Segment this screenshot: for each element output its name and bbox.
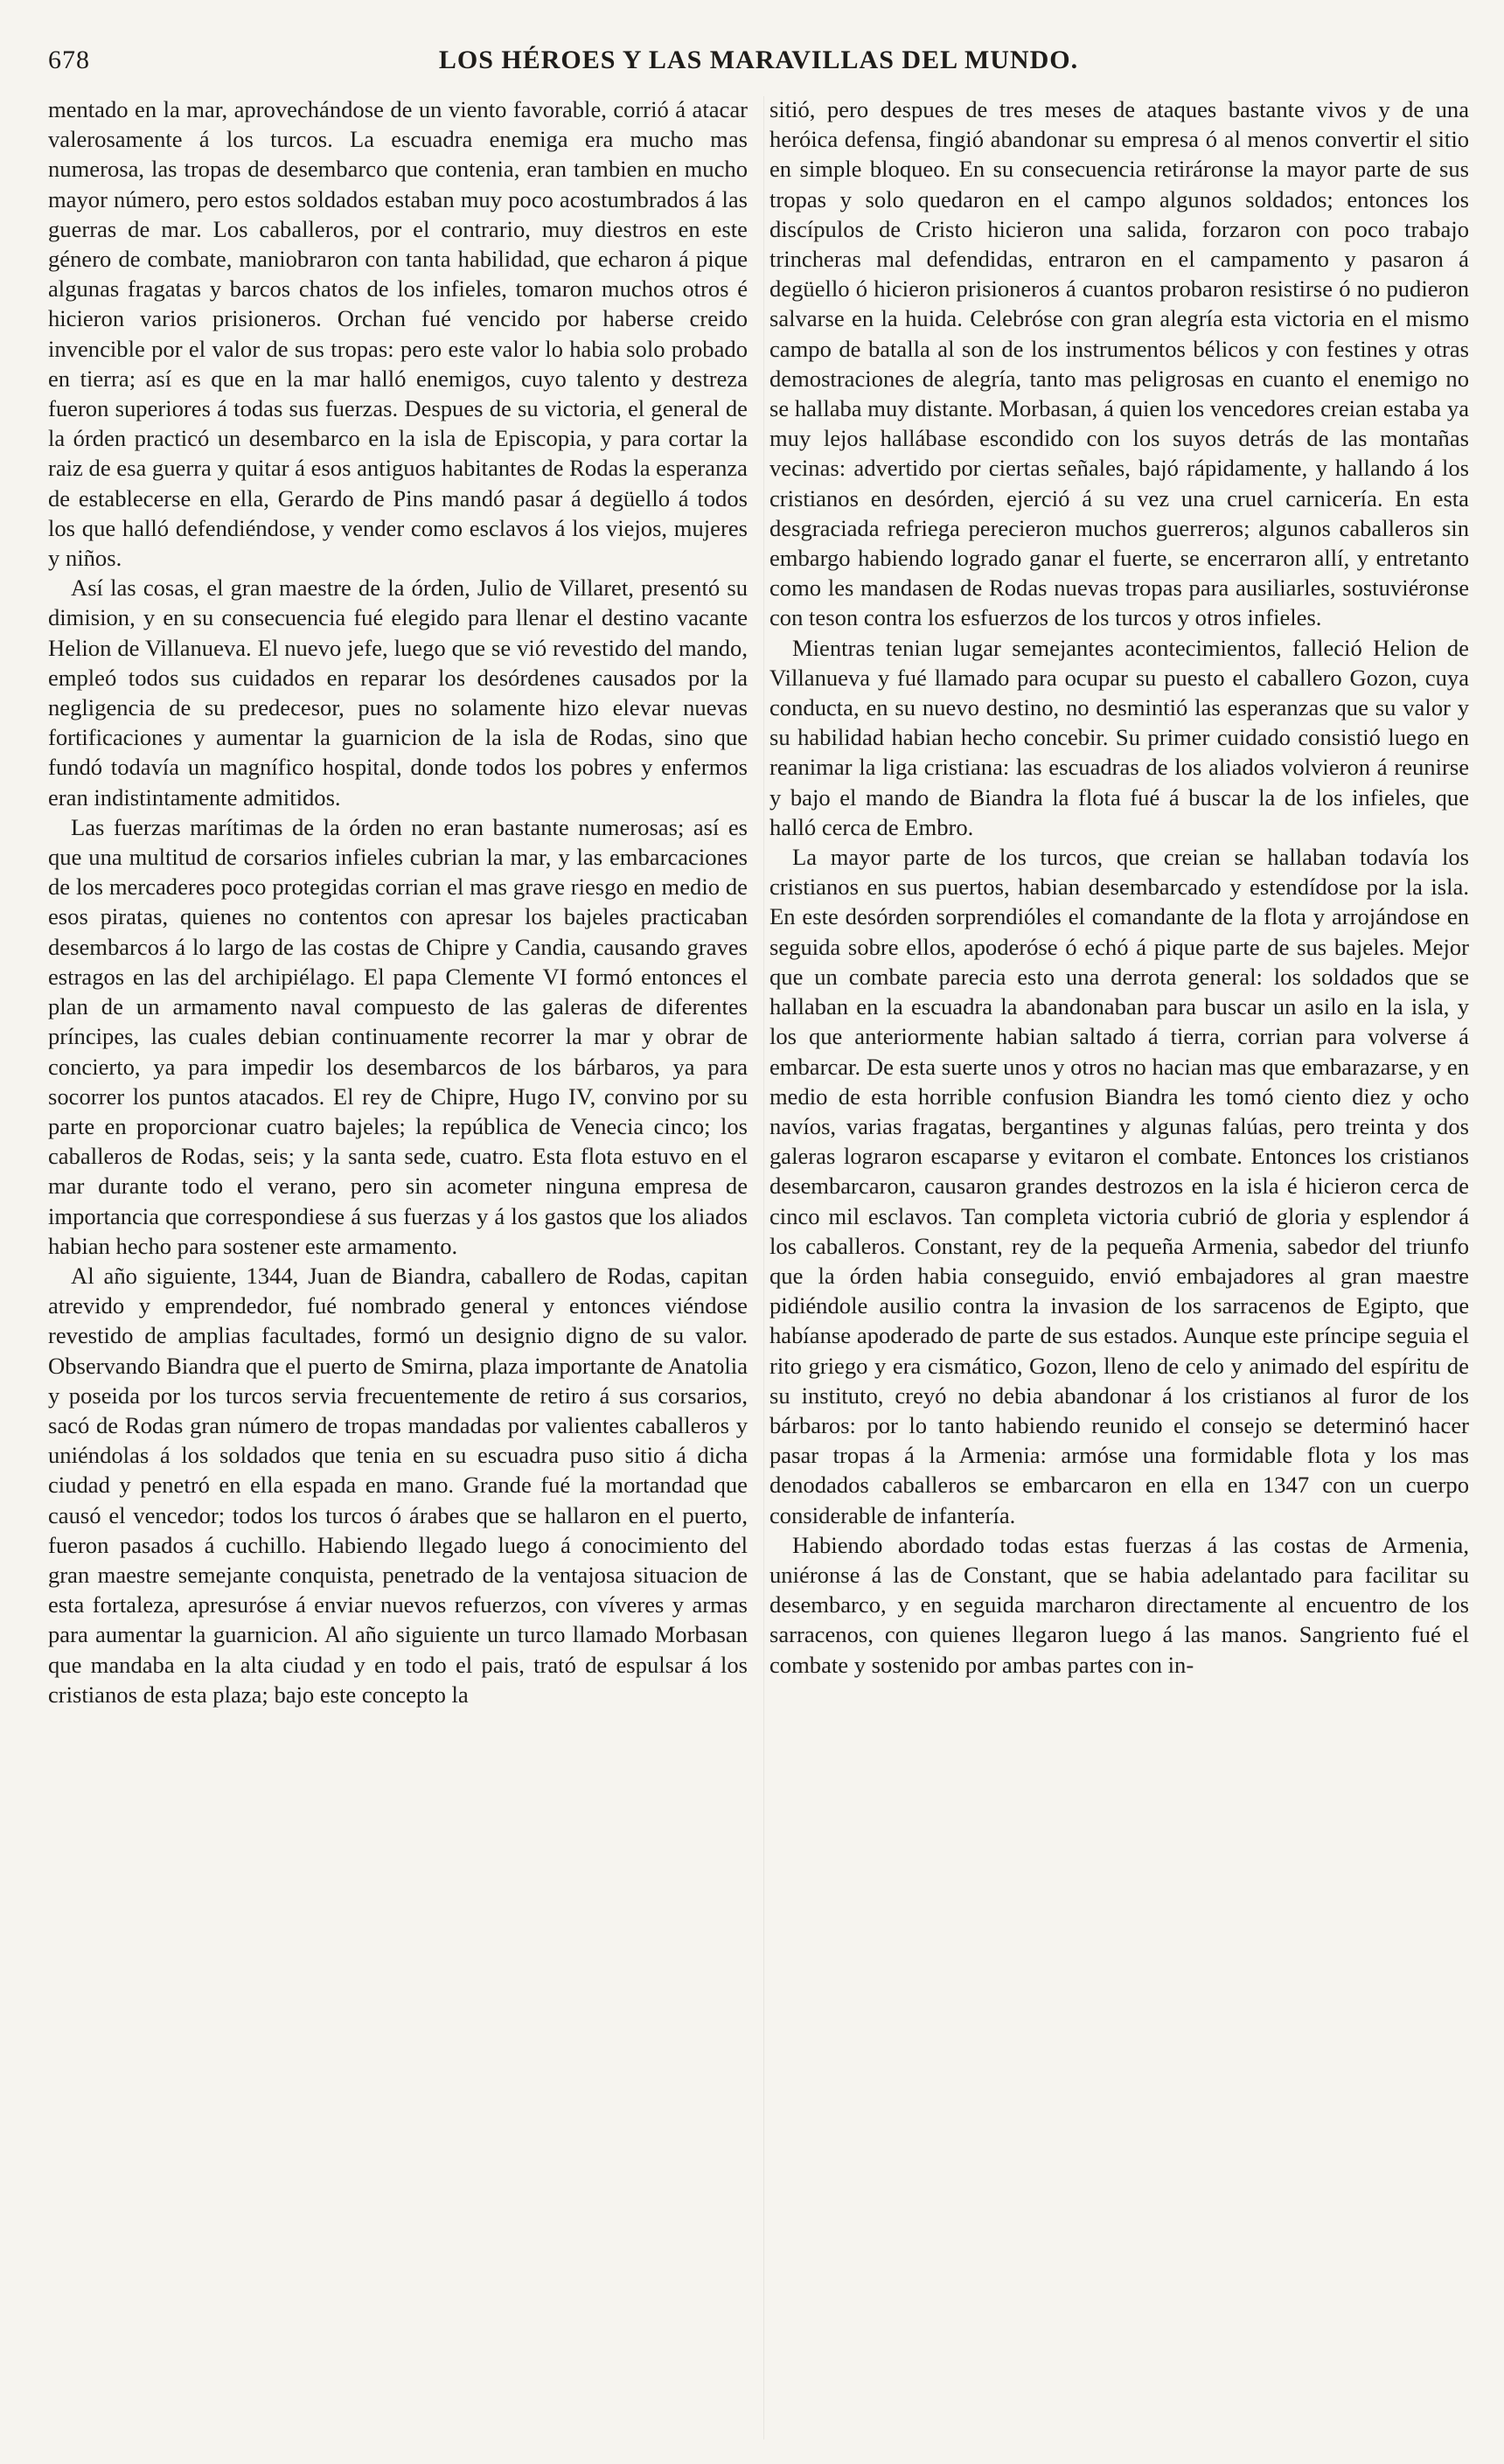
text-columns [48,94,1469,2447]
paragraph: Mientras tenian lugar semejantes acontecimientos, falleció Helion de Villanueva y fué llamado para ocupar su puesto el caballero Gozon, cuya conducta, en su nuevo destino, no desmintió las esperanzas que su valor y su habilidad habian hecho concebir. Su primer cuidado consistió luego en reanimar la liga cristiana: las escuadras de los aliados volvieron á reunirse y bajo el mando de Biandra la flota fué á buscar la de los infieles, que halló cerca de Embro. [769,634,1469,840]
paragraph: Las fuerzas marítimas de la órden no eran bastante numerosas; así es que una multitud de corsarios infieles cubrian la mar, y las embarcaciones de los mercaderes poco protegidas corrian el mas grave riesgo en medio de esos piratas, quienes no contentos con apresar los bajeles practicaban desembarcos á lo largo de las costas de Chipre y Candia, causando graves estragos en las del archipiélago. El papa Clemente VI formó entonces el plan de un armamento naval compuesto de las galeras de diferentes príncipes, las cuales debian continuamente recorrer la mar y obrar de concierto, ya para impedir los desembarcos de los bárbaros, ya para socorrer los puntos atacados. El rey de Chipre, Hugo IV, convino por su parte en proporcionar cuatro bajeles; la república de Venecia cinco; los caballeros de Rodas, seis; y la santa sede, cuatro. Esta flota estuvo en el mar durante todo el verano, pero sin acometer ninguna empresa de importancia que correspondiese á sus fuerzas y á los gastos que los aliados habian hecho para sostener este armamento. [48,813,748,1259]
paragraph: Al año siguiente, 1344, Juan de Biandra, caballero de Rodas, capitan atrevido y emprendedor, fué nombrado general y entonces viéndose revestido de amplias facultades, formó un designio digno de su valor. Observando Biandra que el puerto de Smirna, plaza importante de Anatolia y poseida por los turcos servia frecuentemente de retiro á sus corsarios, sacó de Rodas gran número de tropas mandadas por valientes caballeros y uniéndolas á los soldados que tenia en su escuadra puso sitio á dicha ciudad y penetró en ella espada en mano. Grande fué la mortandad que causó el vencedor; todos los turcos ó árabes que se hallaron en el puerto, fueron pasados á cuchillo. Habiendo llegado luego á conocimiento del gran maestre semejante conquista, penetrado de la ventajosa situacion de esta fortaleza, apresuróse á enviar nuevos refuerzos, con víveres y armas para aumentar la guarnicion. Al año siguiente un turco llamado Morbasan que mandaba en la alta ciudad y en todo el pais, trató de espulsar á los cristianos de esta plaza; bajo este concepto la [48,1262,748,1708]
page-header [48,45,1469,84]
paragraph: Así las cosas, el gran maestre de la órden, Julio de Villaret, presentó su dimision, y en su consecuencia fué elegido para llenar el destino vacante Helion de Villanueva. El nuevo jefe, luego que se vió revestido del mando, empleó todos sus cuidados en reparar los desórdenes causados por la negligencia de su predecesor, pues no solamente hizo elevar nuevas fortificaciones y aumentar la guarnicion de la isla de Rodas, sino que fundó todavía un magnífico hospital, donde todos los pobres y enfermos eran indistintamente admitidos. [48,574,748,811]
paragraph: Habiendo abordado todas estas fuerzas á las costas de Armenia, uniéronse á las de Constant, que se habia adelantado para facilitar su desembarco, y en seguida marcharon directamente al encuentro de los sarracenos, con quienes llegaron luego á las manos. Sangriento fué el combate y sostenido por ambas partes con in- [769,1531,1469,1678]
paragraph: La mayor parte de los turcos, que creian se hallaban todavía los cristianos en sus puertos, habian desembarcado y estendídose por la isla. En este desórden sorprendióles el comandante de la flota y arrojándose en seguida sobre ellos, apoderóse ó echó á pique parte de sus bajeles. Mejor que un combate parecia esto una derrota general: los soldados que se hallaban en la escuadra la abandonaban para buscar un asilo en la isla, y los que anteriormente habian saltado á tierra, corrian para volverse á embarcar. De esta suerte unos y otros no hacian mas que embarazarse, y en medio de esta horrible confusion Biandra les tomó ciento diez y ocho navíos, varias fragatas, bergantines y algunas falúas, pero treinta y dos galeras lograron escaparse y evitaron el combate. Entonces los cristianos desembarcaron, causaron grandes destrozos en la isla é hicieron cerca de cinco mil esclavos. Tan completa victoria cubrió de gloria y esplendor á los caballeros. Constant, rey de la pequeña Armenia, sabedor del triunfo que la órden habia conseguido, envió embajadores al gran maestre pidiéndole ausilio contra la invasion de los sarracenos de Egipto, que habíanse apoderado de parte de sus estados. Aunque este príncipe seguia el rito griego y era cismático, Gozon, lleno de celo y animado del espíritu de su instituto, creyó no debia abandonar á los cristianos al furor de los bárbaros: por lo tanto habiendo reunido el consejo se determinó hacer pasar tropas á la Armenia: armóse una formidable flota y los mas denodados caballeros se embarcaron en ella en 1347 con un cuerpo considerable de infantería. [769,844,1469,1528]
page-number: 678 [48,45,90,74]
left-column [48,94,748,2447]
paragraph: sitió, pero despues de tres meses de ataques bastante vivos y de una heróica defensa, fingió abandonar su empresa ó al menos convertir el sitio en simple bloqueo. En su consecuencia retiráronse la mayor parte de sus tropas y solo quedaron en el campo algunos soldados; entonces los discípulos de Cristo hicieron una salida, forzaron con poco trabajo trincheras mal defendidas, entraron en el campamento y pasaron á degüello ó hicieron prisioneros á cuantos probaron resistirse ó no pudieron salvarse en la huida. Celebróse con gran alegría esta victoria en el mismo campo de batalla al son de los instrumentos bélicos y con festines y otras demostraciones de alegría, tanto mas peligrosas en cuanto el enemigo no se hallaba muy distante. Morbasan, á quien los vencedores creian estaba ya muy lejos hallábase escondido con los suyos detrás de las montañas vecinas: advertido por ciertas señales, bajó rápidamente, y hallando á los cristianos en desórden, ejerció á su vez una cruel carnicería. En esta desgraciada refriega perecieron muchos guerreros; algunos caballeros sin embargo habiendo logrado ganar el fuerte, se encerraron allí, y entretanto como les mandasen de Rodas nuevas tropas para ausiliarles, sostuviéronse con teson contra los esfuerzos de los turcos y otros infieles. [769,96,1469,631]
right-column [769,94,1469,2447]
running-title: LOS HÉROES Y LAS MARAVILLAS DEL MUNDO. [438,45,1079,74]
paragraph: mentado en la mar, aprovechándose de un viento favorable, corrió á atacar valerosamente á los turcos. La escuadra enemiga era mucho mas numerosa, las tropas de desembarco que contenia, eran tambien en mucho mayor número, pero estos soldados estaban muy poco acostumbrados á las guerras de mar. Los caballeros, por el contrario, muy diestros en este género de combate, maniobraron con tanta habilidad, que echaron á pique algunas fragatas y barcos chatos de los infieles, tomaron muchos otros é hicieron varios prisioneros. Orchan fué vencido por haberse creido invencible por el valor de sus tropas: pero este valor lo habia solo probado en tierra; así es que en la mar halló enemigos, cuyo talento y destreza fueron superiores á todas sus fuerzas. Despues de su victoria, el general de la órden practicó un desembarco en la isla de Episcopia, y para cortar la raiz de esa guerra y quitar á esos antiguos habitantes de Rodas la esperanza de establecerse en ella, Gerardo de Pins mandó pasar á degüello á todos los que halló defendiéndose, y vender como esclavos á los viejos, mujeres y niños. [48,96,748,572]
